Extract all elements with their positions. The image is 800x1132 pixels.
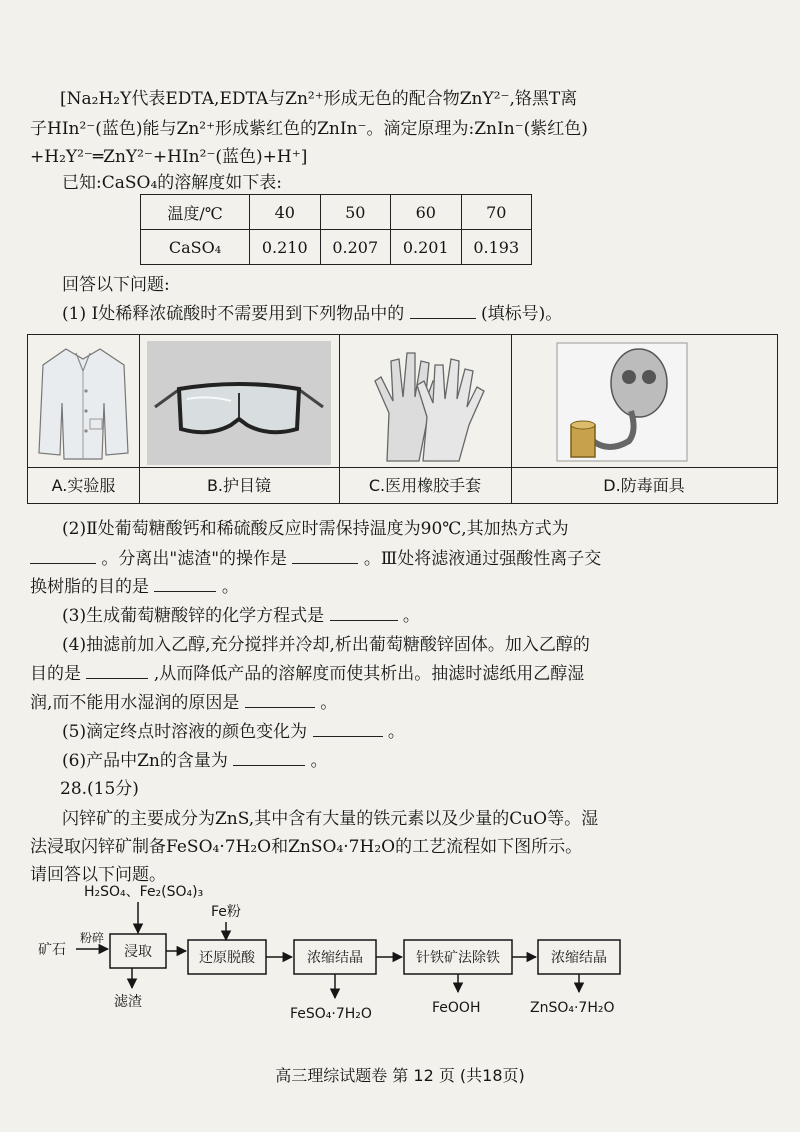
answer-blank[interactable] xyxy=(245,692,315,708)
q3-suffix: 。 xyxy=(402,606,420,626)
answer-blank[interactable] xyxy=(154,576,216,592)
process-step: 浓缩结晶 xyxy=(307,950,363,966)
table-row xyxy=(141,195,532,230)
item-gloves xyxy=(339,335,512,503)
goggles-icon xyxy=(147,341,331,465)
equipment-gallery xyxy=(27,334,778,504)
q4-text: 目的是 xyxy=(30,664,81,684)
product-feooh: FeOOH xyxy=(432,1000,481,1016)
q4-text: 润,而不能用水湿润的原因是 xyxy=(30,693,240,713)
question-4-line-3 xyxy=(30,692,337,714)
questions-intro: 回答以下问题: xyxy=(62,275,170,295)
answer-blank[interactable] xyxy=(410,303,476,319)
ore-label: 矿石 xyxy=(38,942,66,958)
intro-line-1: [Na₂H₂Y代表EDTA,EDTA与Zn²⁺形成无色的配合物ZnY²⁻,铬黑T离 xyxy=(60,89,578,109)
process-step: 还原脱酸 xyxy=(199,950,255,966)
temp-cell: 60 xyxy=(391,195,462,230)
q28-paragraph-2: 法浸取闪锌矿制备FeSO₄·7H₂O和ZnSO₄·7H₂O的工艺流程如下图所示。 xyxy=(30,837,583,857)
answer-blank[interactable] xyxy=(330,605,398,621)
q28-paragraph-3: 请回答以下问题。 xyxy=(30,865,166,885)
reagent-acids: H₂SO₄、Fe₂(SO₄)₃ xyxy=(84,884,204,900)
answer-blank[interactable] xyxy=(233,750,305,766)
process-step: 针铁矿法除铁 xyxy=(416,950,500,966)
product-zinc-sulfate: ZnSO₄·7H₂O xyxy=(530,1000,615,1016)
product-ferrous-sulfate: FeSO₄·7H₂O xyxy=(290,1006,372,1022)
page-footer: 高三理综试题卷 第 12 页 (共18页) xyxy=(275,1066,525,1085)
question-2-line-1: (2)Ⅱ处葡萄糖酸钙和稀硫酸反应时需保持温度为90℃,其加热方式为 xyxy=(62,519,569,539)
answer-blank[interactable] xyxy=(313,721,383,737)
item-caption: B.护目镜 xyxy=(206,476,272,495)
gas-mask-icon xyxy=(519,341,769,465)
process-step: 浓缩结晶 xyxy=(551,950,607,966)
lab-coat-icon xyxy=(36,341,131,465)
intro-line-2: 子HIn²⁻(蓝色)能与Zn²⁺形成紫红色的ZnIn⁻。滴定原理为:ZnIn⁻(紫红色) xyxy=(30,119,588,139)
q3-text: (3)生成葡萄糖酸锌的化学方程式是 xyxy=(62,606,325,626)
solubility-table xyxy=(140,194,532,265)
reagent-iron-powder: Fe粉 xyxy=(211,904,241,920)
q4-text: ,从而降低产品的溶解度而使其析出。抽滤时滤纸用乙醇湿 xyxy=(153,664,585,684)
q5-text: (5)滴定终点时溶液的颜色变化为 xyxy=(62,722,308,742)
process-flow-diagram xyxy=(0,878,800,1038)
value-cell: 0.210 xyxy=(250,230,321,265)
q28-paragraph-1: 闪锌矿的主要成分为ZnS,其中含有大量的铁元素以及少量的CuO等。湿 xyxy=(62,809,599,829)
gloves-icon xyxy=(347,341,503,465)
question-5 xyxy=(62,721,405,743)
question-1 xyxy=(62,303,562,325)
q6-suffix: 。 xyxy=(310,751,328,771)
item-gas-mask xyxy=(511,335,777,503)
q5-suffix: 。 xyxy=(387,722,405,742)
item-caption: A.实验服 xyxy=(51,476,116,495)
crush-label: 粉碎 xyxy=(80,931,105,945)
known-line: 已知:CaSO₄的溶解度如下表: xyxy=(62,173,282,193)
row-label-cell: CaSO₄ xyxy=(141,230,250,265)
question-4-line-2 xyxy=(30,663,584,685)
q1-text: (1) Ⅰ处稀释浓硫酸时不需要用到下列物品中的 xyxy=(62,304,405,324)
value-cell: 0.193 xyxy=(461,230,532,265)
q2-text: 。分离出"滤渣"的操作是 xyxy=(101,549,288,569)
q2-text: 换树脂的目的是 xyxy=(30,577,149,597)
temp-cell: 70 xyxy=(461,195,532,230)
question-2-line-2 xyxy=(30,548,601,570)
q1-suffix: (填标号)。 xyxy=(481,304,563,324)
answer-blank[interactable] xyxy=(86,663,148,679)
table-row xyxy=(141,230,532,265)
question-28-title: 28.(15分) xyxy=(60,779,139,799)
item-caption: D.防毒面具 xyxy=(603,476,685,495)
q6-text: (6)产品中Zn的含量为 xyxy=(62,751,228,771)
item-lab-coat xyxy=(28,335,140,503)
header-label-cell: 温度/℃ xyxy=(141,195,250,230)
item-caption: C.医用橡胶手套 xyxy=(368,476,482,495)
question-6 xyxy=(62,750,328,772)
q4-suffix: 。 xyxy=(320,693,338,713)
question-4-line-1: (4)抽滤前加入乙醇,充分搅拌并冷却,析出葡萄糖酸锌固体。加入乙醇的 xyxy=(62,635,590,655)
temp-cell: 40 xyxy=(250,195,321,230)
process-step: 浸取 xyxy=(124,944,152,960)
answer-blank[interactable] xyxy=(30,548,96,564)
question-2-line-3 xyxy=(30,576,239,598)
temp-cell: 50 xyxy=(320,195,391,230)
q2-text: 。Ⅲ处将滤液通过强酸性离子交 xyxy=(363,549,602,569)
q2-suffix: 。 xyxy=(221,577,239,597)
value-cell: 0.201 xyxy=(391,230,462,265)
question-3 xyxy=(62,605,420,627)
value-cell: 0.207 xyxy=(320,230,391,265)
intro-line-3: +H₂Y²⁻═ZnY²⁻+HIn²⁻(蓝色)+H⁺] xyxy=(30,147,308,167)
answer-blank[interactable] xyxy=(292,548,358,564)
residue-label: 滤渣 xyxy=(114,994,142,1010)
item-goggles xyxy=(139,335,340,503)
